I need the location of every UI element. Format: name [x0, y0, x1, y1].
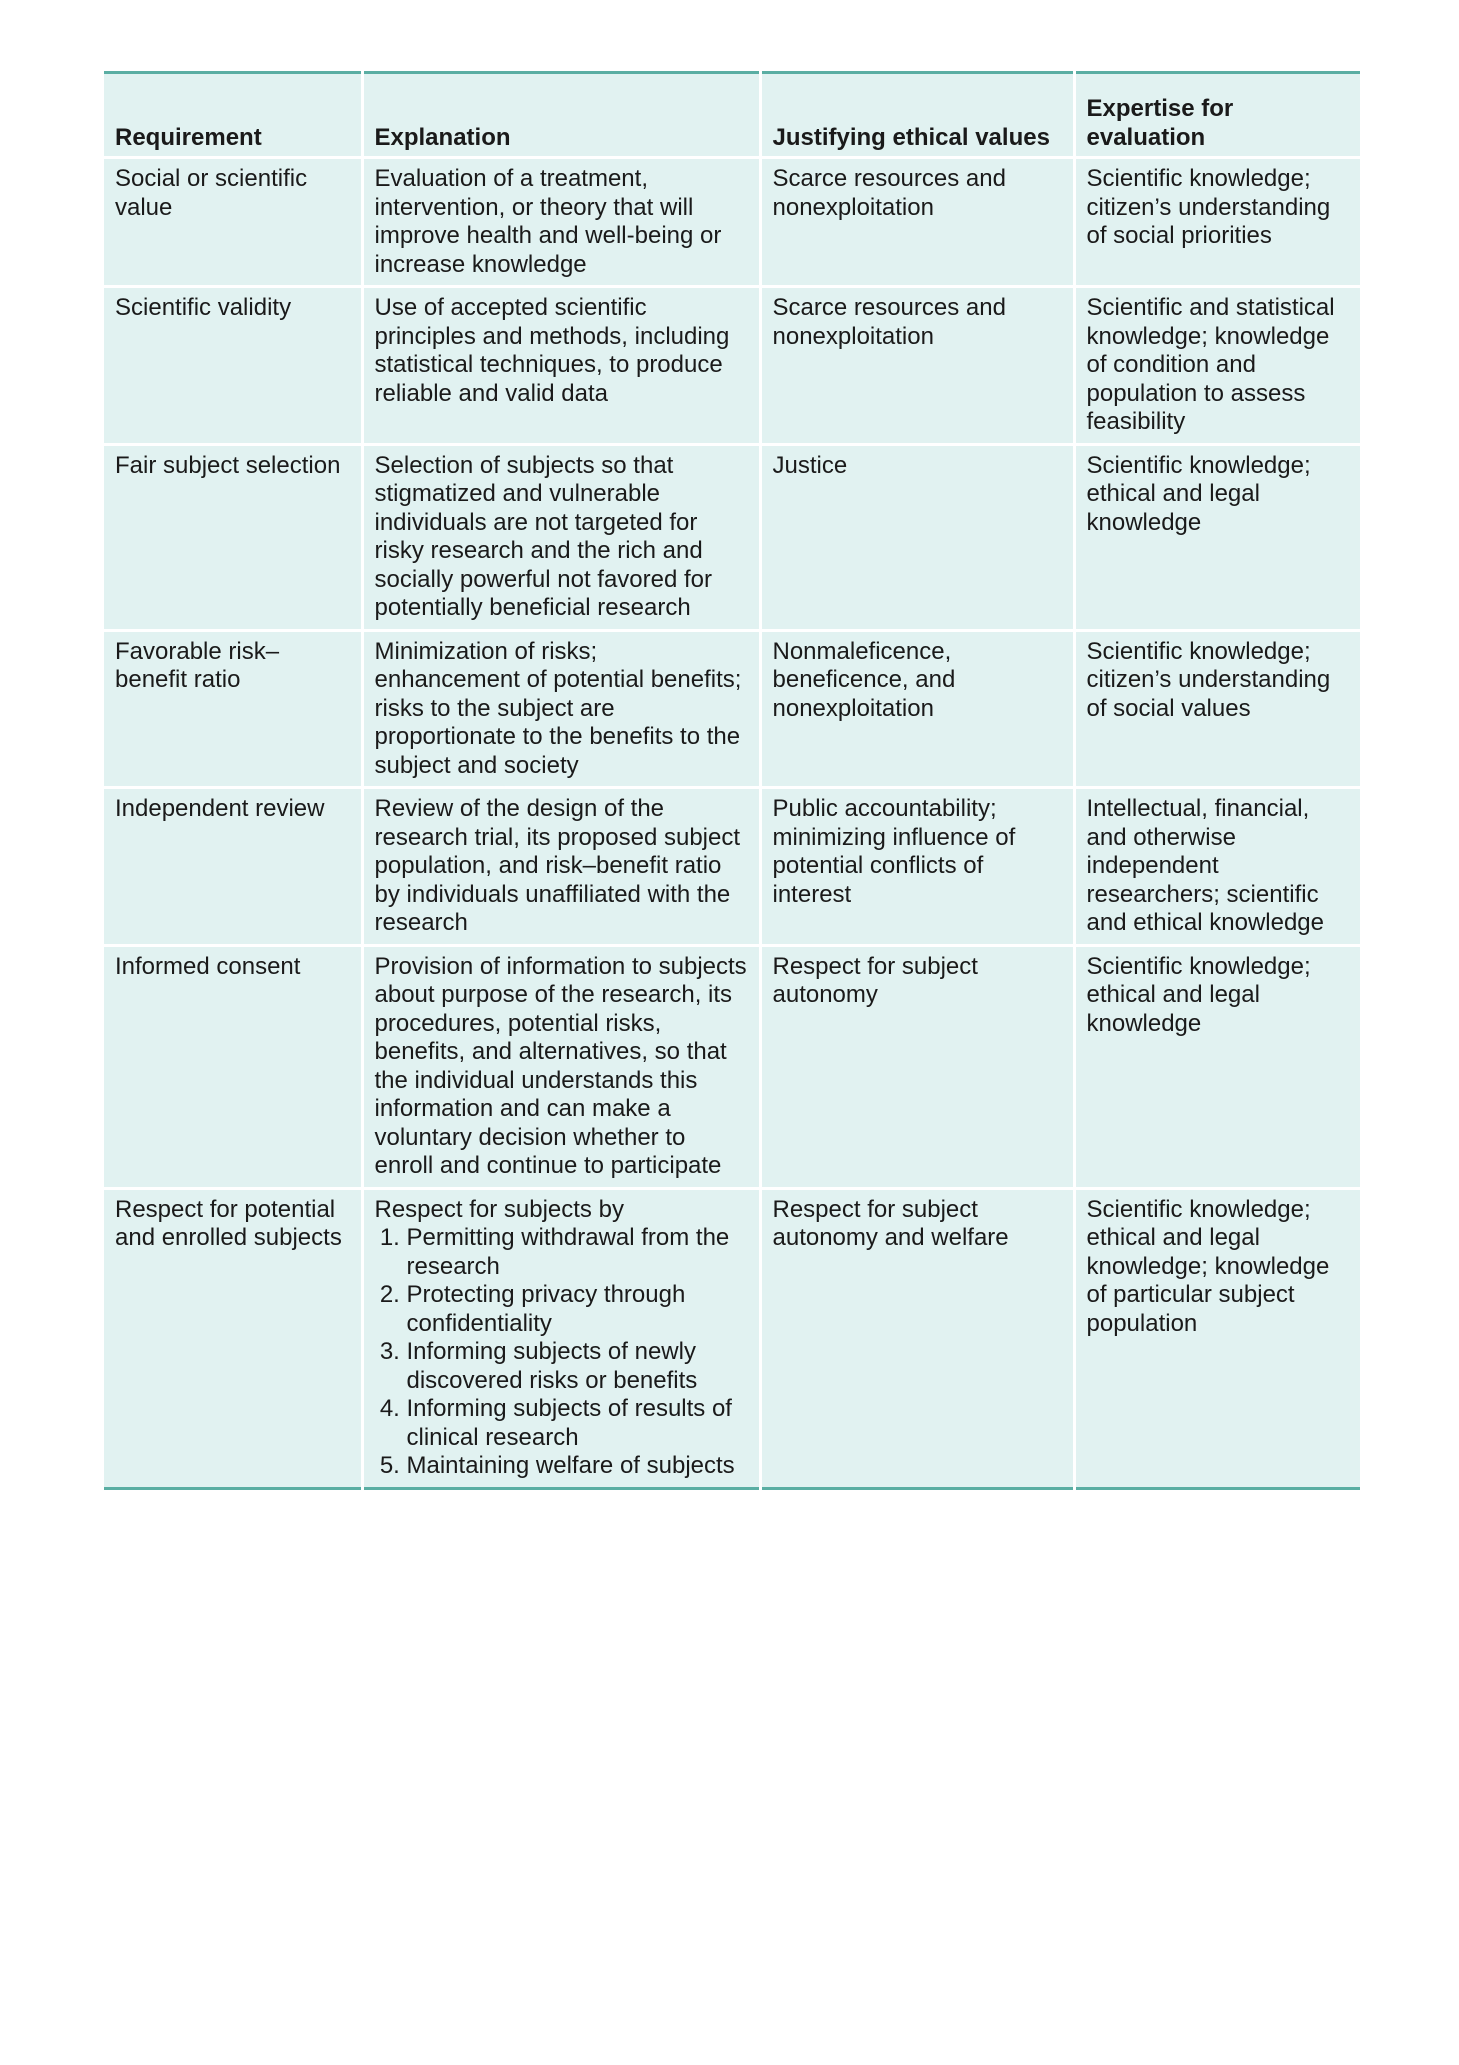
- cell-explanation: Use of accepted scientific principles and methods, including statistical techniques, to produce reliable and valid data: [362, 287, 760, 445]
- cell-explanation: [362, 1188, 760, 1488]
- cell-explanation: Minimization of risks; enhancement of potential benefits; risks to the subject are proportionate to the benefits to the subject and society: [362, 630, 760, 788]
- cell-explanation: Evaluation of a treatment, intervention, or theory that will improve health and well-being or increase knowledge: [362, 158, 760, 287]
- explanation-list: [375, 1224, 749, 1481]
- cell-expertise: Scientific knowledge; ethical and legal knowledge; knowledge of particular subject population: [1074, 1188, 1360, 1488]
- list-item: 2. Protecting privacy through confidentiality: [407, 1281, 749, 1338]
- cell-justifying-values: Justice: [760, 444, 1074, 630]
- cell-expertise: Scientific knowledge; ethical and legal knowledge: [1074, 444, 1360, 630]
- cell-justifying-values: Scarce resources and nonexploitation: [760, 287, 1074, 445]
- table-row: [104, 158, 1360, 287]
- cell-expertise: Scientific and statistical knowledge; knowledge of condition and population to assess feasibility: [1074, 287, 1360, 445]
- cell-requirement: Favorable risk–benefit ratio: [104, 630, 362, 788]
- cell-expertise: Scientific knowledge; citizen’s understanding of social priorities: [1074, 158, 1360, 287]
- header-expertise: Expertise for evaluation: [1074, 73, 1360, 158]
- table-header-row: [104, 73, 1360, 158]
- cell-requirement: Fair subject selection: [104, 444, 362, 630]
- cell-justifying-values: Scarce resources and nonexploitation: [760, 158, 1074, 287]
- cell-requirement: Respect for potential and enrolled subjects: [104, 1188, 362, 1488]
- cell-requirement: Social or scientific value: [104, 158, 362, 287]
- cell-expertise: Intellectual, financial, and otherwise independent researchers; scientific and ethical knowledge: [1074, 788, 1360, 946]
- header-justifying-values: Justifying ethical values: [760, 73, 1074, 158]
- list-item: 3. Informing subjects of newly discovered risks or benefits: [407, 1338, 749, 1395]
- cell-justifying-values: Respect for subject autonomy and welfare: [760, 1188, 1074, 1488]
- cell-justifying-values: Nonmaleficence, beneficence, and nonexploitation: [760, 630, 1074, 788]
- cell-explanation: Review of the design of the research trial, its proposed subject population, and risk–benefit ratio by individuals unaffiliated with the research: [362, 788, 760, 946]
- header-explanation: Explanation: [362, 73, 760, 158]
- table-row: [104, 630, 1360, 788]
- table-row: [104, 444, 1360, 630]
- list-item: 1. Permitting withdrawal from the research: [407, 1224, 749, 1281]
- cell-justifying-values: Respect for subject autonomy: [760, 945, 1074, 1188]
- cell-requirement: Independent review: [104, 788, 362, 946]
- list-item: 5. Maintaining welfare of subjects: [407, 1452, 749, 1481]
- table-row: [104, 1188, 1360, 1488]
- list-item: 4. Informing subjects of results of clinical research: [407, 1395, 749, 1452]
- table-row: [104, 287, 1360, 445]
- ethics-requirements-table: [104, 71, 1360, 1490]
- cell-requirement: Informed consent: [104, 945, 362, 1188]
- cell-requirement: Scientific validity: [104, 287, 362, 445]
- cell-expertise: Scientific knowledge; citizen’s understanding of social values: [1074, 630, 1360, 788]
- table-row: [104, 788, 1360, 946]
- explanation-intro: Respect for subjects by: [374, 1195, 624, 1223]
- cell-explanation: Provision of information to subjects about purpose of the research, its procedures, potential risks, benefits, and alternatives, so that the individual understands this information and can make a voluntary decision whether to enroll and continue to participate: [362, 945, 760, 1188]
- cell-expertise: Scientific knowledge; ethical and legal knowledge: [1074, 945, 1360, 1188]
- header-requirement: Requirement: [104, 73, 362, 158]
- cell-explanation: Selection of subjects so that stigmatized and vulnerable individuals are not targeted for risky research and the rich and socially powerful not favored for potentially beneficial research: [362, 444, 760, 630]
- cell-justifying-values: Public accountability; minimizing influence of potential conflicts of interest: [760, 788, 1074, 946]
- table-row: [104, 945, 1360, 1188]
